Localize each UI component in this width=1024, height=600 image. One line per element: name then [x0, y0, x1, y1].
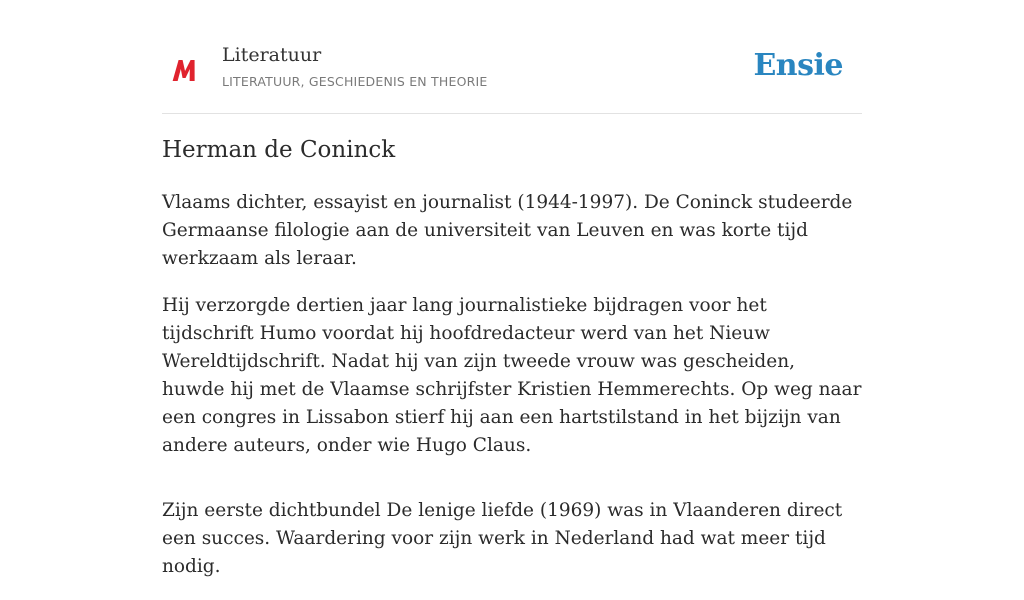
article-title: Herman de Coninck	[162, 137, 396, 163]
paragraph: Hij verzorgde dertien jaar lang journalistieke bijdragen voor het tijdschrift Humo voordat hij hoofdredacteur werd van het Nieuw Wereldtijdschrift. Nadat hij van zijn tweede vrouw was gescheiden, huwde hij met de Vlaamse schrijfster Kristien Hemmerechts. Op weg naar een congres in Lissabon stierf hij aan een hartstilstand in het bijzijn van andere auteurs, onder wie Hugo Claus.	[162, 295, 862, 456]
paragraph: Zijn eerste dichtbundel De lenige liefde (1969) was in Vlaanderen direct een succes. Waardering voor zijn werk in Nederland had wat meer tijd nodig.	[162, 500, 843, 577]
site-title[interactable]: Literatuur	[222, 44, 322, 66]
m-logo-icon[interactable]	[172, 57, 198, 83]
content-column	[162, 0, 862, 577]
site-header	[162, 0, 862, 114]
article-body	[162, 189, 862, 600]
site-subtitle: LITERATUUR, GESCHIEDENIS EN THEORIE	[222, 74, 488, 89]
brand-logo[interactable]: Ensie	[753, 48, 843, 83]
paragraph: Vlaams dichter, essayist en journalist (1944-1997). De Coninck studeerde Germaanse filologie aan de universiteit van Leuven en was korte tijd werkzaam als leraar.	[162, 192, 853, 269]
